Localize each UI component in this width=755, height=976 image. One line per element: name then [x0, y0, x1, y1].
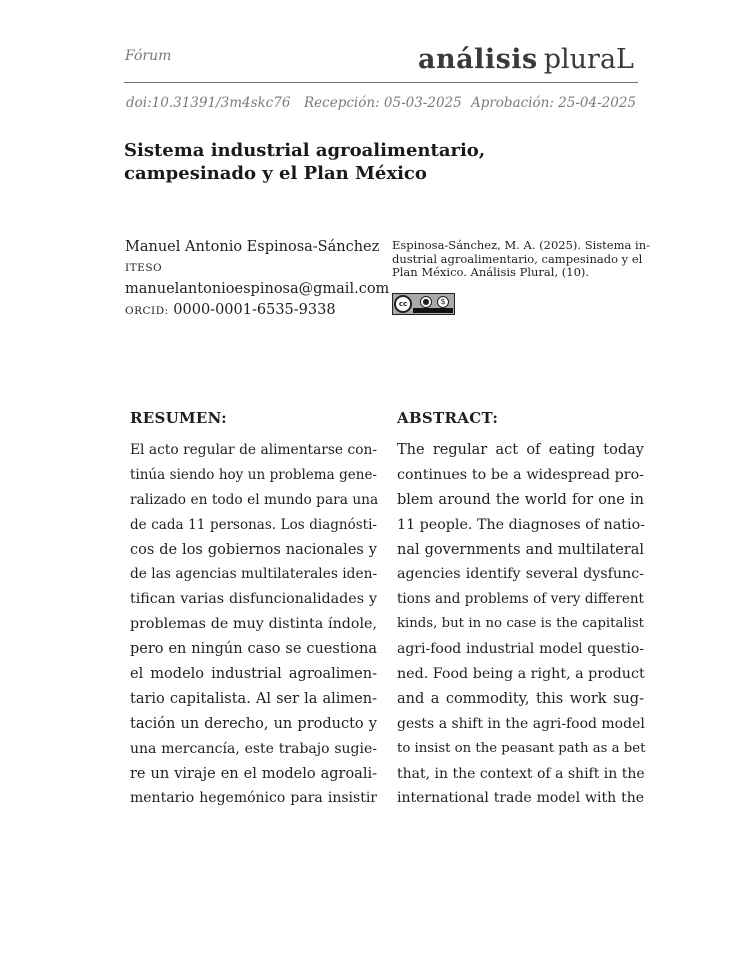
- body-line: that, in the context of a shift in the: [397, 765, 645, 782]
- body-line: kinds, but in no case is the capitalist: [397, 616, 644, 632]
- body-line: gests a shift in the agri-food model: [397, 715, 645, 732]
- article-title: [124, 139, 584, 185]
- nc-icon: $: [437, 296, 449, 308]
- body-line: de las agencias multilaterales iden-: [130, 566, 378, 583]
- orcid-id[interactable]: 0000-0001-6535-9338: [173, 302, 336, 318]
- abstract-column: [397, 408, 644, 811]
- body-line: to insist on the peasant path as a bet: [397, 740, 646, 756]
- body-line: ned. Food being a right, a product: [397, 666, 645, 683]
- citation: [392, 238, 650, 280]
- body-line: cos de los gobiernos nacionales y: [130, 541, 377, 558]
- author-name: Manuel Antonio Espinosa-Sánchez: [125, 239, 380, 255]
- doi[interactable]: doi:10.31391/3m4skc76: [126, 95, 291, 111]
- author-email[interactable]: manuelantonioespinosa@gmail.com: [125, 281, 390, 297]
- citation-line: Plan México. Análisis Plural, (10).: [392, 265, 590, 279]
- author-block: [125, 237, 390, 322]
- citation-line: dustrial agroalimentario, campesinado y el: [392, 251, 643, 266]
- body-line: 11 people. The diagnoses of natio-: [397, 516, 645, 533]
- article-meta: [126, 95, 638, 115]
- cc-license-badge[interactable]: [392, 293, 455, 315]
- section-name: Fórum: [125, 48, 172, 64]
- logo-light-text: pluraL: [543, 44, 634, 75]
- orcid-label: ORCID:: [125, 305, 169, 317]
- title-line: Sistema industrial agroalimentario,: [124, 140, 486, 161]
- body-line: el modelo industrial agroalimen-: [130, 666, 377, 683]
- resumen-column: [130, 408, 377, 811]
- body-line: tinúa siendo hoy un problema gene-: [130, 466, 377, 483]
- author-affiliation: ITESO: [125, 262, 163, 274]
- license-strip: [413, 308, 453, 313]
- body-line: una mercancía, este trabajo sugie-: [130, 740, 377, 757]
- abstract-body: [397, 438, 644, 811]
- resumen-heading: RESUMEN:: [130, 409, 227, 427]
- body-line: nal governments and multilateral: [397, 541, 644, 558]
- body-line: tación un derecho, un producto y: [130, 715, 377, 732]
- title-line: campesinado y el Plan México: [124, 163, 427, 184]
- body-line: problemas de muy distinta índole,: [130, 616, 377, 633]
- body-line: de cada 11 personas. Los diagnósti-: [130, 516, 377, 533]
- body-line: international trade model with the: [397, 790, 644, 807]
- body-line: tario capitalista. Al ser la alimen-: [130, 690, 377, 707]
- cc-icon: cc: [394, 295, 412, 313]
- body-line: mentario hegemónico para insistir: [130, 790, 377, 807]
- resumen-body: [130, 438, 377, 811]
- journal-logo: [418, 44, 634, 75]
- body-line: and a commodity, this work sug-: [397, 690, 644, 707]
- body-line: continues to be a widespread pro-: [397, 466, 644, 483]
- approved-date: Aprobación: 25-04-2025: [470, 95, 636, 111]
- body-line: El acto regular de alimentarse con-: [130, 442, 377, 458]
- body-line: tions and problems of very different: [397, 591, 644, 608]
- body-line: ralizado en todo el mundo para una: [130, 491, 379, 508]
- body-line: agencies identify several dysfunc-: [397, 566, 644, 583]
- body-line: agri-food industrial model questio-: [397, 641, 644, 658]
- body-line: pero en ningún caso se cuestiona: [130, 641, 377, 658]
- by-icon: ●: [420, 296, 432, 308]
- author-orcid: [125, 300, 385, 322]
- body-line: blem around the world for one in: [397, 491, 644, 508]
- body-line: tifican varias disfuncionalidades y: [130, 591, 377, 608]
- body-line: re un viraje en el modelo agroali-: [130, 765, 377, 782]
- journal-header: [124, 40, 638, 83]
- received-date: Recepción: 05-03-2025: [304, 95, 462, 111]
- body-line: The regular act of eating today: [397, 442, 644, 458]
- abstract-heading: ABSTRACT:: [397, 409, 499, 427]
- logo-bold-text: análisis: [417, 44, 538, 75]
- citation-line: Espinosa-Sánchez, M. A. (2025). Sistema in-: [392, 238, 650, 252]
